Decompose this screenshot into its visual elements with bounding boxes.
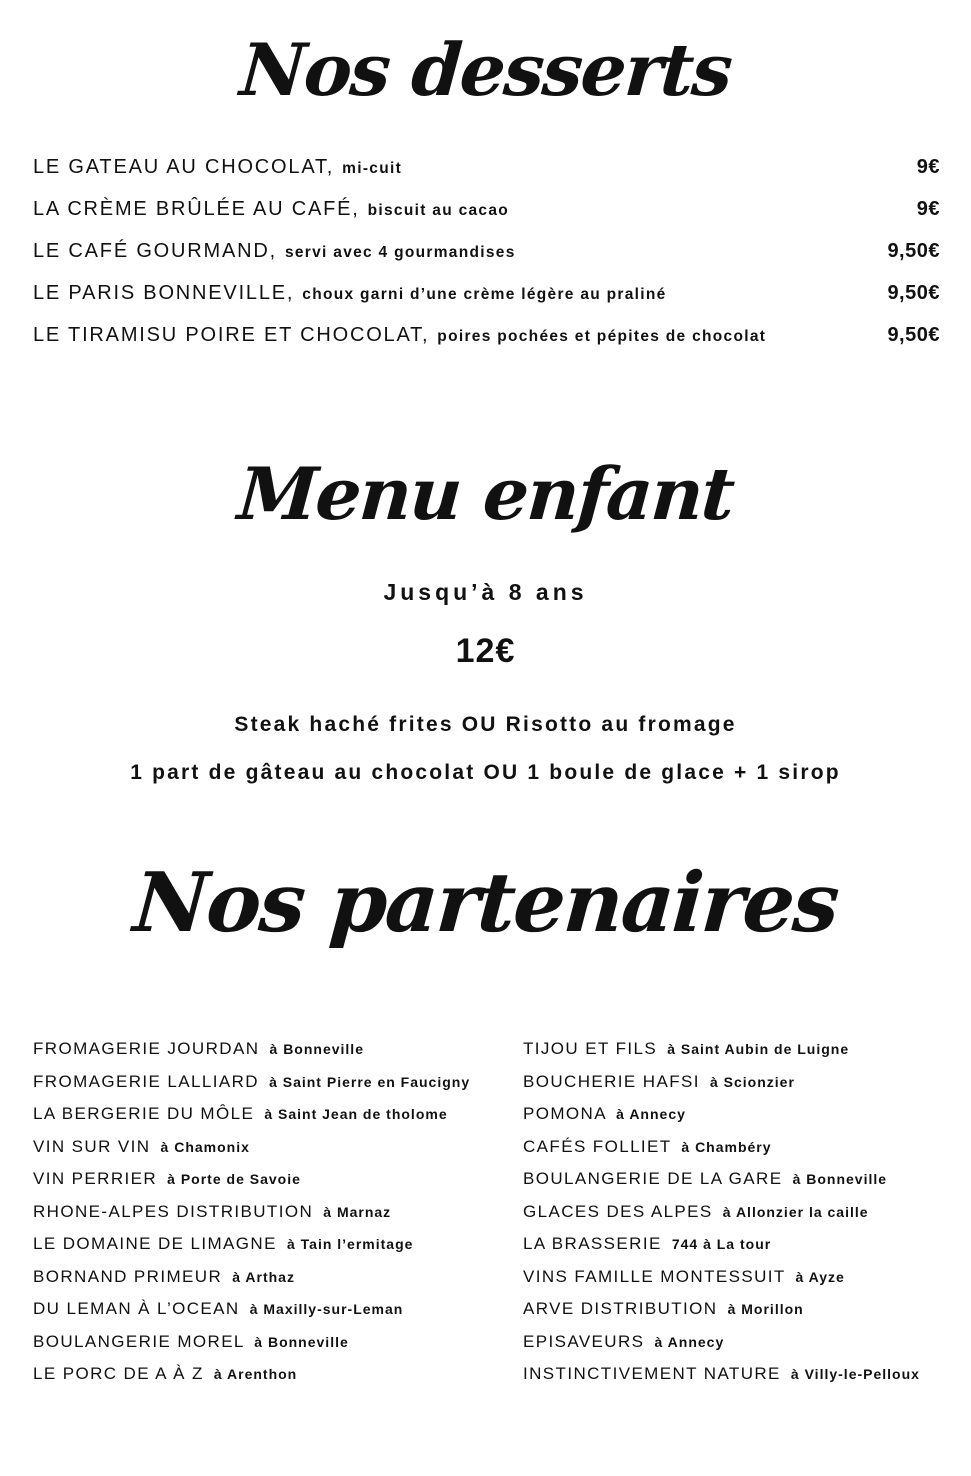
dessert-description: poires pochées et pépites de chocolat — [437, 327, 767, 345]
dessert-row — [33, 198, 940, 240]
desserts-title: Nos desserts — [237, 27, 734, 112]
dessert-price: 9€ — [916, 197, 940, 220]
partner-location: à Saint Jean de tholome — [264, 1106, 448, 1123]
partner-item — [523, 1261, 941, 1294]
partner-location: à Saint Pierre en Faucigny — [269, 1073, 471, 1090]
kids-menu-title: Menu enfant — [235, 450, 736, 536]
partner-name: BOULANGERIE MOREL — [33, 1331, 245, 1351]
partner-name: DU LEMAN À L’OCEAN — [33, 1299, 240, 1319]
partner-item — [33, 1131, 473, 1164]
dessert-name: LE PARIS BONNEVILLE, — [33, 281, 295, 304]
dessert-row — [33, 324, 940, 366]
partner-location: à Chambéry — [681, 1138, 772, 1155]
partner-location: à Arthaz — [232, 1268, 295, 1285]
kids-menu-main-course: Steak haché frites OU Risotto au fromage — [234, 713, 737, 737]
partner-name: FROMAGERIE JOURDAN — [33, 1039, 260, 1059]
partners-column-right — [523, 1033, 941, 1391]
partner-location: à Bonneville — [269, 1041, 364, 1058]
dessert-row — [33, 240, 940, 282]
dessert-description: biscuit au cacao — [367, 201, 510, 219]
dessert-row — [33, 156, 940, 198]
desserts-section — [0, 0, 971, 366]
partner-name: GLACES DES ALPES — [523, 1201, 713, 1221]
partner-name: INSTINCTIVEMENT NATURE — [523, 1364, 781, 1384]
partner-location: à Saint Aubin de Luigne — [667, 1041, 850, 1058]
partner-item — [523, 1163, 941, 1196]
partner-item — [523, 1228, 941, 1261]
partners-section — [0, 840, 971, 1391]
dessert-description: servi avec 4 gourmandises — [284, 243, 516, 261]
dessert-name: LE GATEAU AU CHOCOLAT, — [33, 155, 335, 178]
partner-name: BORNAND PRIMEUR — [33, 1266, 223, 1286]
partner-name: POMONA — [523, 1104, 607, 1124]
partner-item — [33, 1196, 473, 1229]
partner-item — [33, 1326, 473, 1359]
partner-location: à Annecy — [654, 1333, 725, 1350]
partner-location: à Maxilly-sur-Leman — [249, 1301, 404, 1318]
partner-location: à Bonneville — [254, 1333, 349, 1350]
partner-name: LE DOMAINE DE LIMAGNE — [33, 1234, 277, 1254]
partner-name: VIN PERRIER — [33, 1169, 158, 1189]
dessert-price: 9,50€ — [887, 323, 940, 346]
partner-name: BOUCHERIE HAFSI — [523, 1071, 700, 1091]
partner-item — [33, 1098, 473, 1131]
partner-location: à Villy-le-Pelloux — [790, 1366, 920, 1383]
kids-menu-age-limit: Jusqu’à 8 ans — [383, 579, 588, 606]
dessert-name: LA CRÈME BRÛLÉE AU CAFÉ, — [33, 197, 360, 220]
partner-location: à Chamonix — [160, 1138, 250, 1155]
dessert-price: 9,50€ — [887, 239, 940, 262]
partner-location: à Marnaz — [323, 1203, 392, 1220]
partner-name: CAFÉS FOLLIET — [523, 1136, 672, 1156]
partner-item — [523, 1358, 941, 1391]
kids-menu-price: 12€ — [455, 632, 516, 671]
partner-name: LA BRASSERIE — [523, 1234, 662, 1254]
partner-location: à Tain l’ermitage — [286, 1236, 414, 1253]
partner-item — [33, 1066, 473, 1099]
dessert-name: LE CAFÉ GOURMAND, — [33, 239, 277, 262]
partner-location: à Scionzier — [709, 1073, 795, 1090]
partner-name: RHONE-ALPES DISTRIBUTION — [33, 1201, 314, 1221]
partner-location: à Porte de Savoie — [167, 1171, 301, 1188]
partner-name: LA BERGERIE DU MÔLE — [33, 1104, 255, 1124]
partner-item — [33, 1261, 473, 1294]
kids-menu-dessert-course: 1 part de gâteau au chocolat OU 1 boule de glace + 1 sirop — [130, 761, 841, 785]
partner-location: à Annecy — [616, 1106, 686, 1123]
partner-item — [33, 1293, 473, 1326]
partner-item — [523, 1033, 941, 1066]
partner-item — [523, 1098, 941, 1131]
partner-name: VIN SUR VIN — [33, 1136, 151, 1156]
partner-location: à Ayze — [795, 1268, 845, 1285]
kids-menu-section — [0, 438, 971, 786]
partner-name: TIJOU ET FILS — [523, 1039, 658, 1059]
dessert-price: 9€ — [916, 155, 940, 178]
partner-item — [523, 1196, 941, 1229]
partner-item — [523, 1293, 941, 1326]
partner-name: EPISAVEURS — [523, 1331, 645, 1351]
partner-item — [523, 1066, 941, 1099]
partner-item — [33, 1358, 473, 1391]
partner-location: 744 à La tour — [671, 1236, 772, 1253]
partners-column-left — [33, 1033, 473, 1391]
partner-name: LE PORC DE A À Z — [33, 1364, 204, 1384]
partner-location: à Morillon — [727, 1301, 804, 1318]
partners-grid — [0, 1033, 971, 1391]
partner-item — [33, 1228, 473, 1261]
dessert-price: 9,50€ — [887, 281, 940, 304]
dessert-description: mi-cuit — [342, 159, 403, 177]
partner-name: VINS FAMILLE MONTESSUIT — [523, 1266, 786, 1286]
partner-item — [523, 1326, 941, 1359]
dessert-row — [33, 282, 940, 324]
partner-name: FROMAGERIE LALLIARD — [33, 1071, 259, 1091]
dessert-name: LE TIRAMISU POIRE ET CHOCOLAT, — [33, 323, 430, 346]
partner-item — [33, 1033, 473, 1066]
partners-title: Nos partenaires — [130, 855, 841, 952]
partner-location: à Arenthon — [213, 1366, 298, 1383]
partner-item — [33, 1163, 473, 1196]
partner-name: BOULANGERIE DE LA GARE — [523, 1169, 783, 1189]
partner-name: ARVE DISTRIBUTION — [523, 1299, 718, 1319]
partner-location: à Allonzier la caille — [722, 1203, 869, 1220]
dessert-description: choux garni d’une crème légère au praliné — [302, 285, 667, 303]
partner-location: à Bonneville — [792, 1171, 888, 1188]
dessert-list — [0, 156, 971, 366]
partner-item — [523, 1131, 941, 1164]
